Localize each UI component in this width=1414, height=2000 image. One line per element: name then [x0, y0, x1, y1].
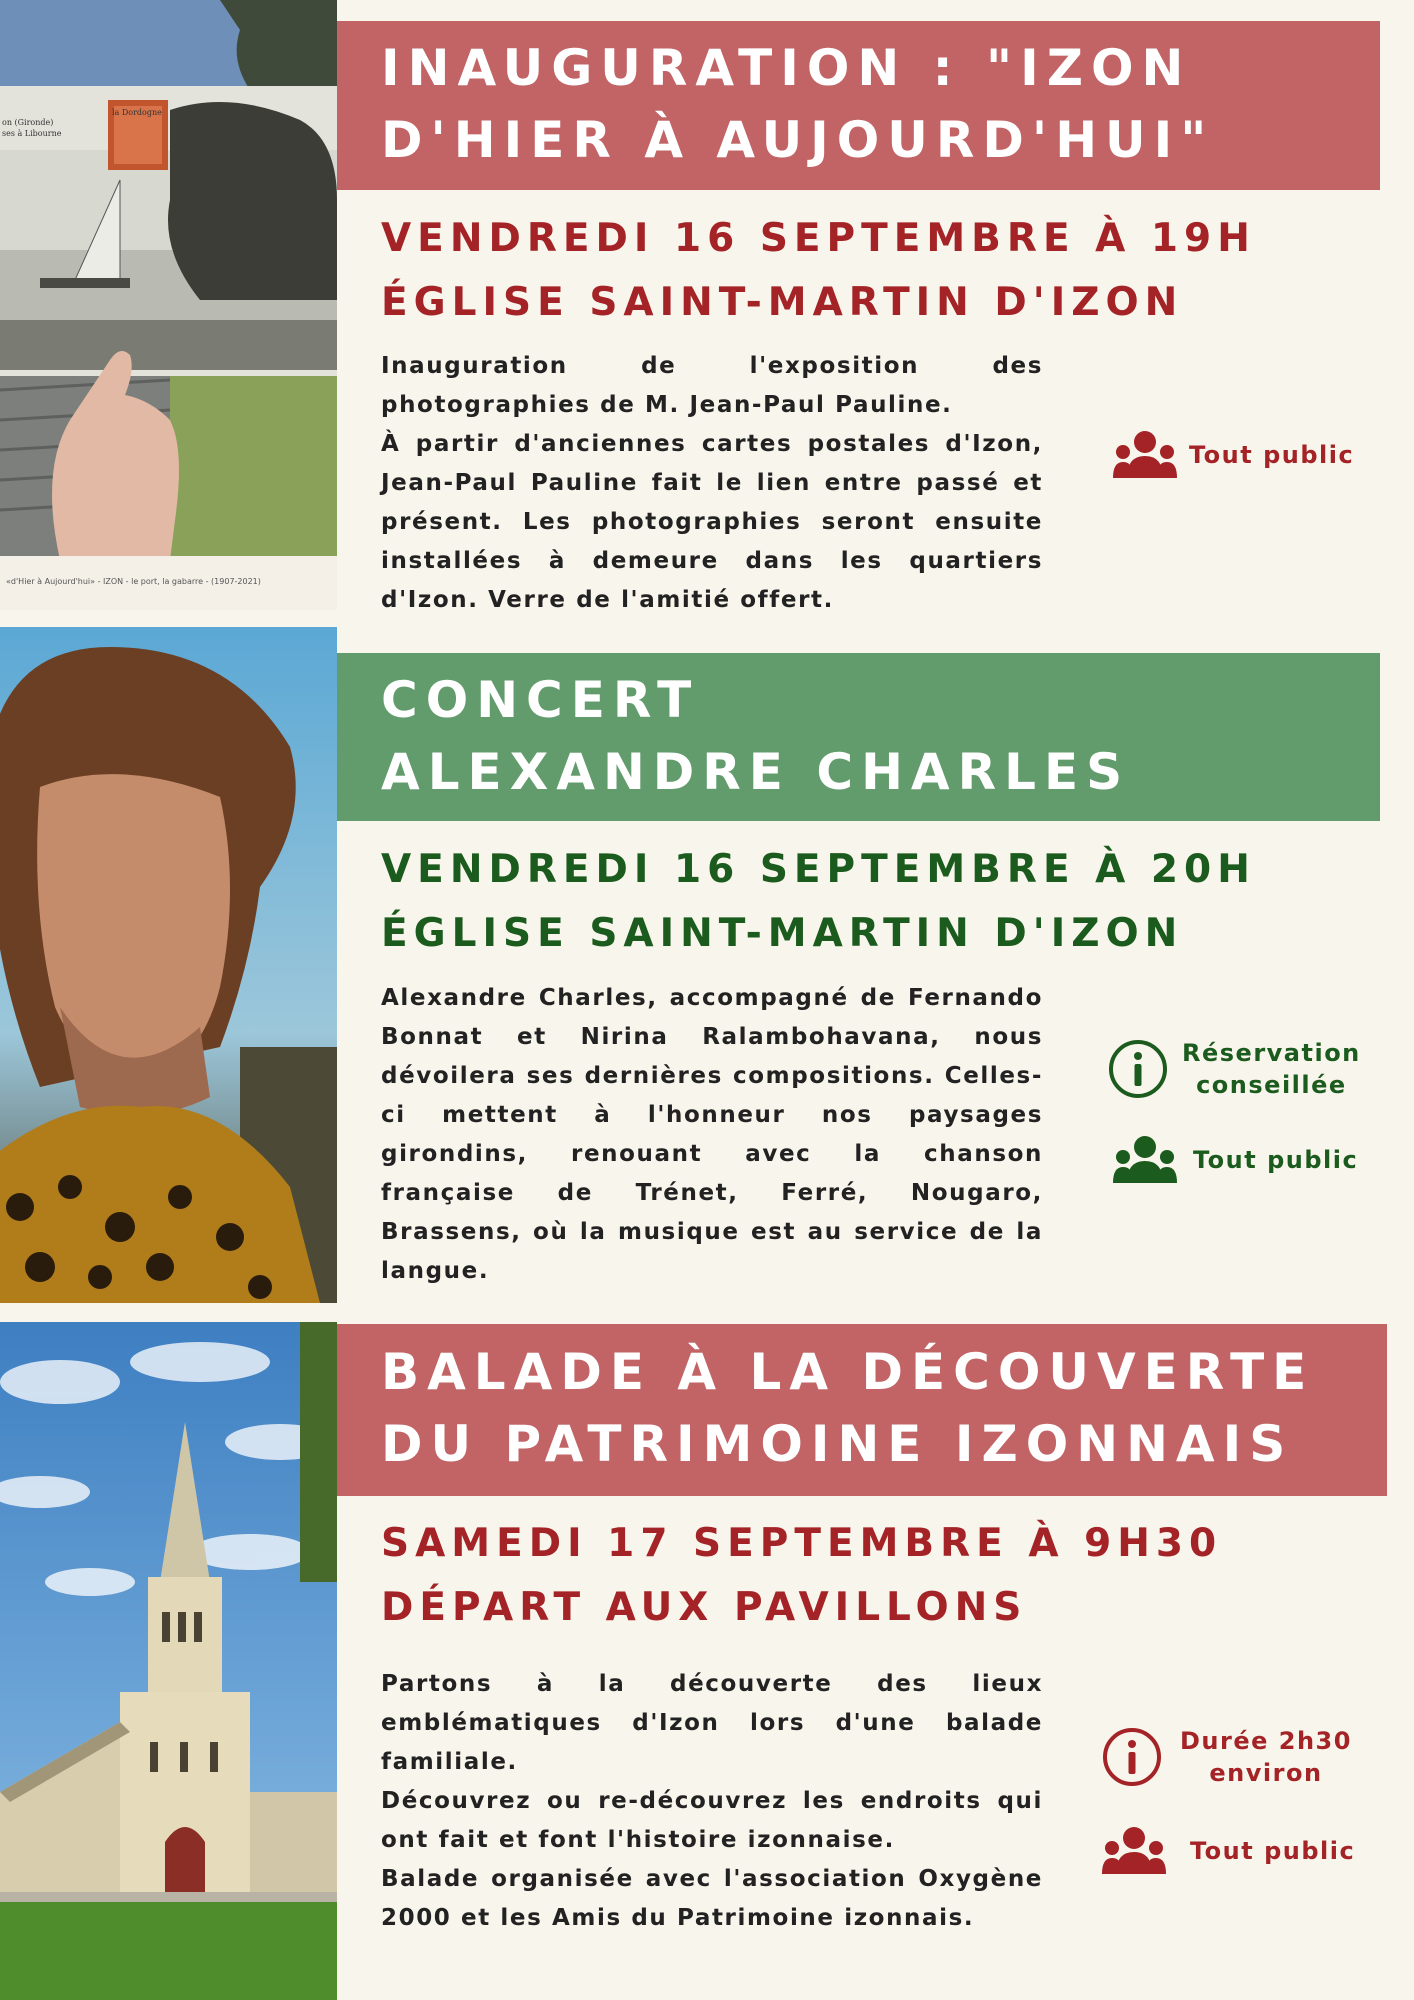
- event-place: ÉGLISE SAINT-MARTIN D'IZON: [381, 280, 1184, 325]
- paragraph: Alexandre Charles, accompagné de Fernando Bonnat et Nirina Ralambohavana, nous dévoilera ses dernières compositions. Celles-ci mettent à l'honneur nos paysages girondins, renouant avec la chanson française de Trénet, Ferré, Nougaro, Brassens, où la musique est au service de la langue.: [381, 985, 1043, 1284]
- paragraph: Balade organisée avec l'association Oxygène 2000 et les Amis du Patrimoine izonnais.: [381, 1866, 1043, 1931]
- event-inauguration-title: [337, 21, 1380, 190]
- audience-label: Tout public: [1189, 441, 1355, 469]
- audience-info: [1102, 1826, 1355, 1876]
- audience-label: Tout public: [1190, 1837, 1356, 1865]
- event-balade-when-where: [381, 1512, 1222, 1640]
- info-line: Réservation: [1182, 1039, 1361, 1067]
- photo-postcard-then-now: [0, 0, 337, 610]
- event-place: DÉPART AUX PAVILLONS: [381, 1585, 1028, 1630]
- info-icon: [1108, 1039, 1168, 1099]
- postcard-text-3: ses à Libourne: [2, 129, 62, 138]
- paragraph: Inauguration de l'exposition des photographies de M. Jean-Paul Pauline.: [381, 353, 1043, 418]
- event-date: VENDREDI 16 SEPTEMBRE À 20H: [381, 847, 1256, 892]
- info-line: Durée 2h30: [1180, 1727, 1352, 1755]
- event-inauguration-when-where: [381, 207, 1256, 335]
- event-date: VENDREDI 16 SEPTEMBRE À 19H: [381, 216, 1256, 261]
- people-icon: [1113, 430, 1177, 480]
- people-icon: [1102, 1826, 1166, 1876]
- event-balade-title: [337, 1324, 1387, 1496]
- event-date: SAMEDI 17 SEPTEMBRE À 9H30: [381, 1521, 1223, 1566]
- info-line: conseillée: [1196, 1071, 1347, 1099]
- event-inauguration-description: [381, 347, 1043, 620]
- info-icon: [1102, 1727, 1162, 1787]
- photo-caption: «d'Hier à Aujourd'hui» - IZON - le port, la gabarre - (1907-2021): [6, 577, 261, 586]
- title-line: CONCERT: [381, 671, 700, 729]
- paragraph: Partons à la découverte des lieux emblématiques d'Izon lors d'une balade familiale.: [381, 1671, 1043, 1775]
- duration-info: [1102, 1725, 1352, 1789]
- info-line: environ: [1209, 1759, 1323, 1787]
- title-line: D'HIER À AUJOURD'HUI": [381, 111, 1215, 169]
- audience-info: [1113, 430, 1354, 480]
- people-icon: [1113, 1135, 1177, 1185]
- postcard-text-2: on (Gironde): [2, 118, 54, 127]
- photo-alexandre-charles: [0, 627, 337, 1303]
- reservation-info: [1108, 1037, 1361, 1101]
- photo-eglise-saint-martin: [0, 1322, 337, 2000]
- event-concert-when-where: [381, 838, 1256, 966]
- postcard-text-1: la Dordogne: [112, 108, 162, 117]
- event-place: ÉGLISE SAINT-MARTIN D'IZON: [381, 911, 1184, 956]
- title-line: INAUGURATION : "IZON: [381, 39, 1192, 97]
- audience-info: [1113, 1135, 1358, 1185]
- title-line: DU PATRIMOINE IZONNAIS: [381, 1415, 1294, 1473]
- paragraph: À partir d'anciennes cartes postales d'Izon, Jean-Paul Pauline fait le lien entre passé et présent. Les photographies seront ensuite installées à demeure dans les quartiers d'Izon. Verre de l'amitié offert.: [381, 431, 1043, 613]
- title-line: BALADE À LA DÉCOUVERTE: [381, 1343, 1315, 1401]
- event-balade-description: [381, 1665, 1043, 1938]
- paragraph: Découvrez ou re-découvrez les endroits qui ont fait et font l'histoire izonnaise.: [381, 1788, 1043, 1853]
- event-concert-description: [381, 979, 1043, 1291]
- event-concert-title: [337, 653, 1380, 821]
- title-line: ALEXANDRE CHARLES: [381, 743, 1131, 801]
- audience-label: Tout public: [1193, 1146, 1359, 1174]
